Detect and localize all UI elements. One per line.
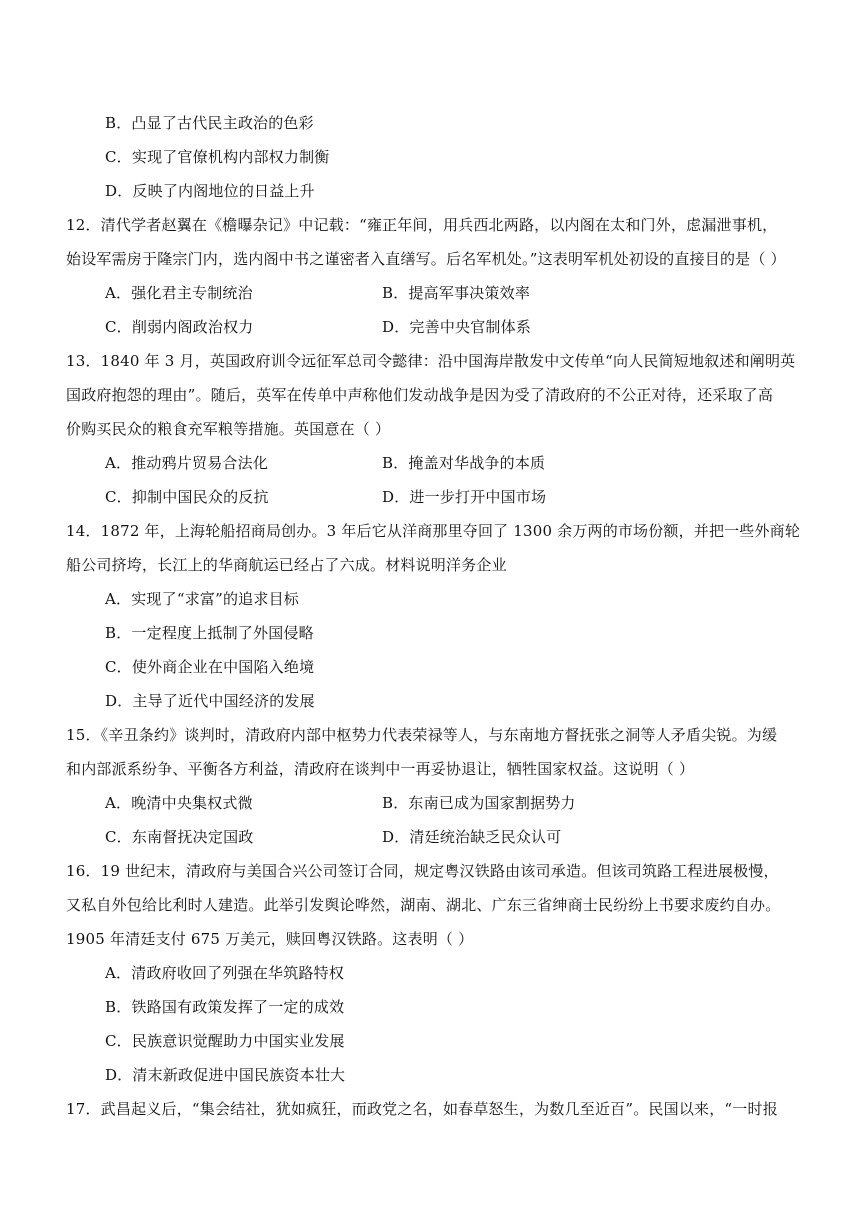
- q11-option-b: B．凸显了古代民主政治的色彩: [105, 114, 314, 132]
- q16-stem-line-1: 16．19 世纪末，清政府与美国合兴公司签订合同，规定粤汉铁路由该司承造。但该司筑路工程进展极慢，: [66, 862, 779, 880]
- q16-option-c: C．民族意识觉醒助力中国实业发展: [105, 1032, 345, 1050]
- q12-option-c: C．削弱内阁政治权力: [105, 318, 254, 336]
- q13-option-b: B．掩盖对华战争的本质: [382, 454, 546, 472]
- q16-stem-line-2: 又私自外包给比利时人建造。此举引发舆论哗然，湖南、湖北、广东三省绅商士民纷纷上书要求废约自办。: [66, 896, 781, 914]
- q15-stem-line-1: 15．《辛丑条约》谈判时，清政府内部中枢势力代表荣禄等人，与东南地方督抚张之洞等人矛盾尖锐。为缓: [66, 726, 778, 744]
- q12-option-a: A．强化君主专制统治: [105, 284, 253, 302]
- q14-stem-line-2: 船公司挤垮，长江上的华商航运已经占了六成。材料说明洋务企业: [66, 556, 507, 574]
- q14-option-a: A．实现了“求富”的追求目标: [105, 590, 299, 608]
- q13-stem-line-3: 价购买民众的粮食充军粮等措施。英国意在（ ）: [66, 420, 391, 438]
- q15-option-d: D．清廷统治缺乏民众认可: [382, 828, 562, 846]
- q15-option-c: C．东南督抚决定国政: [105, 828, 254, 846]
- q14-stem-line-1: 14．1872 年，上海轮船招商局创办。3 年后它从洋商那里夺回了 1300 余万两的市场份额，并把一些外商轮: [66, 522, 801, 540]
- q12-option-b: B．提高军事决策效率: [382, 284, 531, 302]
- q11-option-c: C．实现了官僚机构内部权力制衡: [105, 148, 330, 166]
- q13-stem-line-2: 国政府抱怨的理由”。随后，英军在传单中声称他们发动战争是因为受了清政府的不公正对待，还采取了高: [66, 386, 774, 404]
- q14-option-b: B．一定程度上抵制了外国侵略: [105, 624, 314, 642]
- q16-option-d: D．清末新政促进中国民族资本壮大: [105, 1066, 346, 1084]
- q16-option-b: B．铁路国有政策发挥了一定的成效: [105, 998, 345, 1016]
- q13-option-d: D．进一步打开中国市场: [382, 488, 547, 506]
- q12-stem-line-2: 始设军需房于隆宗门内，选内阁中书之谨密者入直缮写。后名军机处。”这表明军机处初设的直接目的是（ ）: [66, 250, 786, 268]
- q13-option-a: A．推动鸦片贸易合法化: [105, 454, 269, 472]
- q11-option-d: D．反映了内阁地位的日益上升: [105, 182, 315, 200]
- q13-stem-line-1: 13．1840 年 3 月，英国政府训令远征军总司令懿律：沿中国海岸散发中文传单“向人民简短地叙述和阐明英: [66, 352, 796, 370]
- q16-option-a: A．清政府收回了列强在华筑路特权: [105, 964, 345, 982]
- q15-stem-line-2: 和内部派系纷争、平衡各方利益，清政府在谈判中一再妥协退让，牺牲国家权益。这说明（ ）: [66, 760, 695, 778]
- q16-stem-line-3: 1905 年清廷支付 675 万美元，赎回粤汉铁路。这表明（ ）: [66, 930, 474, 948]
- q15-option-a: A．晚清中央集权式微: [105, 794, 253, 812]
- q17-stem-line-1: 17．武昌起义后，“集会结社，犹如疯狂，而政党之名，如春草怒生，为数几至近百”。民国以来，“一时报: [66, 1100, 778, 1118]
- q14-option-c: C．使外商企业在中国陷入绝境: [105, 658, 315, 676]
- q13-option-c: C．抑制中国民众的反抗: [105, 488, 269, 506]
- q12-stem-line-1: 12．清代学者赵翼在《檐曝杂记》中记载：“雍正年间，用兵西北两路，以内阁在太和门外，虑漏泄事机，: [66, 216, 778, 234]
- q14-option-d: D．主导了近代中国经济的发展: [105, 692, 315, 710]
- q15-option-b: B．东南已成为国家割据势力: [382, 794, 576, 812]
- q12-option-d: D．完善中央官制体系: [382, 318, 532, 336]
